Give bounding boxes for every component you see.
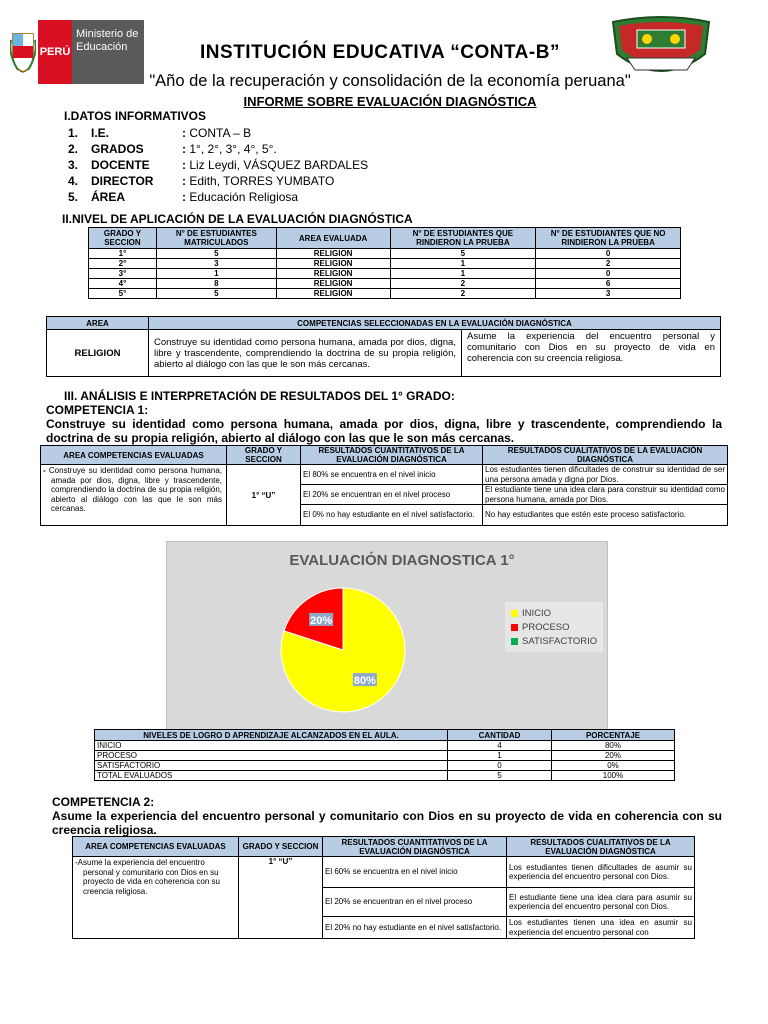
table-cell: 100% bbox=[552, 771, 675, 781]
info-num: 1. bbox=[68, 126, 79, 140]
col-header: PORCENTAJE bbox=[552, 730, 675, 741]
qual-cell: Los estudiantes tienen dificultades de construir su identidad de ser una persona amada y digna por Dios. bbox=[483, 465, 728, 485]
table-cell: 80% bbox=[552, 741, 675, 751]
info-key: I.E. bbox=[91, 126, 110, 140]
section-2-heading: II.NIVEL DE APLICACIÓN DE LA EVALUACIÓN DIAGNÓSTICA bbox=[62, 212, 413, 226]
info-num: 4. bbox=[68, 174, 79, 188]
col-header: CANTIDAD bbox=[448, 730, 552, 741]
table-row bbox=[89, 269, 681, 279]
info-value: 1°, 2°, 3°, 4°, 5°. bbox=[189, 142, 277, 156]
pie-data-label bbox=[353, 673, 377, 687]
competency-2-results-table bbox=[72, 836, 695, 939]
col-header: N° DE ESTUDIANTES QUE NO RINDIERON LA PRUEBA bbox=[536, 228, 681, 249]
table-cell: 0 bbox=[448, 761, 552, 771]
table-cell: PROCESO bbox=[95, 751, 448, 761]
col-header: N° DE ESTUDIANTES QUE RINDIERON LA PRUEBA bbox=[390, 228, 536, 249]
quant-cell: El 80% se encuentra en el nivel inicio bbox=[301, 465, 483, 485]
levels-table bbox=[94, 729, 675, 781]
table-cell: RELIGION bbox=[276, 249, 390, 259]
info-key: GRADOS bbox=[91, 142, 144, 156]
table-cell: 20% bbox=[552, 751, 675, 761]
table-row bbox=[89, 279, 681, 289]
table-cell: 0 bbox=[536, 269, 681, 279]
legend-item bbox=[511, 620, 597, 634]
info-value: CONTA – B bbox=[189, 126, 252, 140]
competency-2-label: COMPETENCIA 2: bbox=[52, 795, 155, 809]
qual-cell: Los estudiantes tienen dificultades de asumir su experiencia del encuentro personal con Dios. bbox=[507, 857, 695, 888]
table-cell: 3 bbox=[156, 259, 276, 269]
col-header: RESULTADOS CUALITATIVOS DE LA EVALUACIÓN DIAGNÓSTICA bbox=[483, 446, 728, 465]
section-1-heading: I.DATOS INFORMATIVOS bbox=[64, 109, 207, 123]
col-header: RESULTADOS CUANTITATIVOS DE LA EVALUACIÓN DIAGNÓSTICA bbox=[323, 837, 507, 857]
col-header: GRADO Y SECCION bbox=[89, 228, 157, 249]
info-num: 3. bbox=[68, 158, 79, 172]
quant-cell: El 20% no hay estudiante en el nivel satisfactorio. bbox=[323, 917, 507, 939]
table-cell: 3° bbox=[89, 269, 157, 279]
peru-label: PERÚ bbox=[38, 20, 72, 84]
col-header: RESULTADOS CUALITATIVOS DE LA EVALUACIÓN DIAGNÓSTICA bbox=[507, 837, 695, 857]
pie-data-label-text: 80% bbox=[353, 675, 376, 688]
chart-title: EVALUACIÓN DIAGNOSTICA 1° bbox=[289, 552, 515, 569]
info-value: Liz Leydi, VÁSQUEZ BARDALES bbox=[189, 158, 369, 172]
grade-cell: 1° “U” bbox=[239, 857, 323, 939]
quant-cell: El 20% se encuentran en el nivel proceso bbox=[301, 485, 483, 505]
legend-label: INICIO bbox=[522, 607, 552, 619]
school-badge-icon bbox=[607, 14, 715, 80]
table-cell: 1 bbox=[448, 751, 552, 761]
institution-title: INSTITUCIÓN EDUCATIVA “CONTA-B” bbox=[200, 42, 560, 63]
table-cell: 5° bbox=[89, 289, 157, 299]
table-row bbox=[89, 259, 681, 269]
info-value-wrap: : Liz Leydi, VÁSQUEZ BARDALES bbox=[182, 158, 369, 172]
col-header: NIVELES DE LOGRO D APRENDIZAJE ALCANZADOS EN EL AULA. bbox=[95, 730, 448, 741]
col-header: N° DE ESTUDIANTES MATRICULADOS bbox=[156, 228, 276, 249]
competency-1-text: Construye su identidad como persona humana, amada por dios, digna, libre y trascendente, comprendiendo la doctrina de su propia religión, abierto al diálogo con las que le son más cercanas. bbox=[46, 417, 722, 445]
table-cell: 1 bbox=[156, 269, 276, 279]
quant-cell: El 60% se encuentra en el nivel inicio bbox=[323, 857, 507, 888]
table-cell: RELIGION bbox=[276, 269, 390, 279]
col-header: AREA bbox=[47, 317, 149, 330]
table-cell: 1 bbox=[390, 259, 536, 269]
chart-legend bbox=[505, 602, 603, 652]
competency-1-cell: Construye su identidad como persona humana, amada por dios, digna, libre y trascendente, comprendiendo la doctrina de su propia religión, abierto al diálogo con las que le son más cercanas. bbox=[149, 330, 462, 377]
grade-cell: 1° “U” bbox=[227, 465, 301, 526]
table-row bbox=[95, 741, 675, 751]
year-motto: "Año de la recuperación y consolidación de la economía peruana" bbox=[149, 72, 631, 90]
qual-cell: No hay estudiantes que estén este proceso satisfactorio. bbox=[483, 505, 728, 526]
info-key: ÁREA bbox=[91, 190, 126, 204]
legend-swatch bbox=[511, 624, 518, 631]
pie-data-label bbox=[309, 613, 333, 627]
legend-swatch bbox=[511, 638, 518, 645]
area-competency-text: Asume la experiencia del encuentro personal y comunitario con Dios en su proyecto de vida en coherencia con su creencia religiosa. bbox=[77, 858, 220, 896]
info-num: 5. bbox=[68, 190, 79, 204]
table-cell: 5 bbox=[156, 289, 276, 299]
qual-cell: El estudiante tiene una idea clara para construir su identidad como persona humana, amada por Dios. bbox=[483, 485, 728, 505]
info-value-wrap: : Edith, TORRES YUMBATO bbox=[182, 174, 335, 188]
table-cell: 3 bbox=[536, 289, 681, 299]
info-key: DOCENTE bbox=[91, 158, 150, 172]
table-cell: SATISFACTORIO bbox=[95, 761, 448, 771]
table-cell: 4° bbox=[89, 279, 157, 289]
info-key: DIRECTOR bbox=[91, 174, 154, 188]
table-cell: 4 bbox=[448, 741, 552, 751]
table-cell: 0 bbox=[536, 249, 681, 259]
quant-cell: El 20% se encuentran en el nivel proceso bbox=[323, 888, 507, 917]
table-cell: 5 bbox=[390, 249, 536, 259]
qual-cell: El estudiante tiene una idea clara para asumir su experiencia del encuentro personal con Dios. bbox=[507, 888, 695, 917]
table-cell: 1° bbox=[89, 249, 157, 259]
info-num: 2. bbox=[68, 142, 79, 156]
table-cell: 2 bbox=[390, 289, 536, 299]
table-row bbox=[89, 249, 681, 259]
table-cell: RELIGION bbox=[276, 289, 390, 299]
table-cell: 5 bbox=[448, 771, 552, 781]
legend-label: PROCESO bbox=[522, 621, 570, 633]
info-value-wrap: : 1°, 2°, 3°, 4°, 5°. bbox=[182, 142, 277, 156]
table-cell: 2° bbox=[89, 259, 157, 269]
competency-1-results-table bbox=[40, 445, 728, 526]
area-competency-cell: - Construye su identidad como persona humana, amada por dios, digna, libre y trascendente, comprendiendo la doctrina de su propia religión, abierto al diálogo con las que le son más cercanas. bbox=[41, 465, 227, 526]
col-header: AREA EVALUADA bbox=[276, 228, 390, 249]
table-cell: RELIGION bbox=[276, 259, 390, 269]
pie-chart bbox=[166, 541, 608, 731]
competency-2-text: Asume la experiencia del encuentro personal y comunitario con Dios en su proyecto de vida en coherencia con su creencia religiosa. bbox=[52, 809, 722, 837]
col-header: RESULTADOS CUANTITATIVOS DE LA EVALUACIÓN DIAGNÓSTICA bbox=[301, 446, 483, 465]
table-cell: 1 bbox=[390, 269, 536, 279]
area-competency-cell: -Asume la experiencia del encuentro personal y comunitario con Dios en su proyecto de vida en coherencia con su creencia religiosa. bbox=[73, 857, 239, 939]
info-value: Edith, TORRES YUMBATO bbox=[189, 174, 335, 188]
legend-item bbox=[511, 634, 597, 648]
col-header: AREA COMPETENCIAS EVALUADAS bbox=[73, 837, 239, 857]
legend-label: SATISFACTORIO bbox=[522, 635, 598, 647]
ministry-label: Ministerio de Educación bbox=[72, 20, 144, 84]
col-header: GRADO Y SECCION bbox=[227, 446, 301, 465]
table-row bbox=[89, 289, 681, 299]
table-row bbox=[95, 761, 675, 771]
area-cell: RELIGION bbox=[47, 330, 149, 377]
legend-swatch bbox=[511, 610, 518, 617]
area-competency-text: Construye su identidad como persona humana, amada por dios, digna, libre y trascendente, comprendiendo la doctrina de su propia religión, abierto al diálogo con las que le son más cercanas. bbox=[48, 466, 222, 513]
table-cell: 0% bbox=[552, 761, 675, 771]
report-title: INFORME SOBRE EVALUACIÓN DIAGNÓSTICA bbox=[243, 94, 537, 109]
table-cell: INICIO bbox=[95, 741, 448, 751]
table-row bbox=[95, 771, 675, 781]
competencies-table bbox=[46, 316, 721, 377]
col-header: AREA COMPETENCIAS EVALUADAS bbox=[41, 446, 227, 465]
col-header: COMPETENCIAS SELECCIONADAS EN LA EVALUACIÓN DIAGNÓSTICA bbox=[149, 317, 721, 330]
table-cell: 2 bbox=[390, 279, 536, 289]
info-value-wrap: : Educación Religiosa bbox=[182, 190, 299, 204]
application-table bbox=[88, 227, 681, 299]
legend-item bbox=[511, 606, 597, 620]
quant-cell: El 0% no hay estudiante en el nivel satisfactorio. bbox=[301, 505, 483, 526]
table-cell: 6 bbox=[536, 279, 681, 289]
section-3-heading: III. ANÁLISIS E INTERPRETACIÓN DE RESULTADOS DEL 1° GRADO: bbox=[64, 389, 455, 403]
info-value: Educación Religiosa bbox=[189, 190, 299, 204]
qual-cell: Los estudiantes tienen una idea en asumir su experiencia del encuentro personal con bbox=[507, 917, 695, 939]
table-cell: TOTAL EVALUADOS bbox=[95, 771, 448, 781]
table-cell: 8 bbox=[156, 279, 276, 289]
pie-data-label-text: 20% bbox=[310, 614, 333, 627]
table-cell: RELIGION bbox=[276, 279, 390, 289]
col-header: GRADO Y SECCION bbox=[239, 837, 323, 857]
table-cell: 2 bbox=[536, 259, 681, 269]
table-row bbox=[95, 751, 675, 761]
competency-2-cell: Asume la experiencia del encuentro personal y comunitario con Dios en su proyecto de vida en coherencia con su creencia religiosa. bbox=[462, 330, 721, 377]
competency-1-label: COMPETENCIA 1: bbox=[46, 403, 149, 417]
table-cell: 5 bbox=[156, 249, 276, 259]
info-value-wrap: : CONTA – B bbox=[182, 126, 252, 140]
peru-shield-icon bbox=[8, 20, 38, 84]
